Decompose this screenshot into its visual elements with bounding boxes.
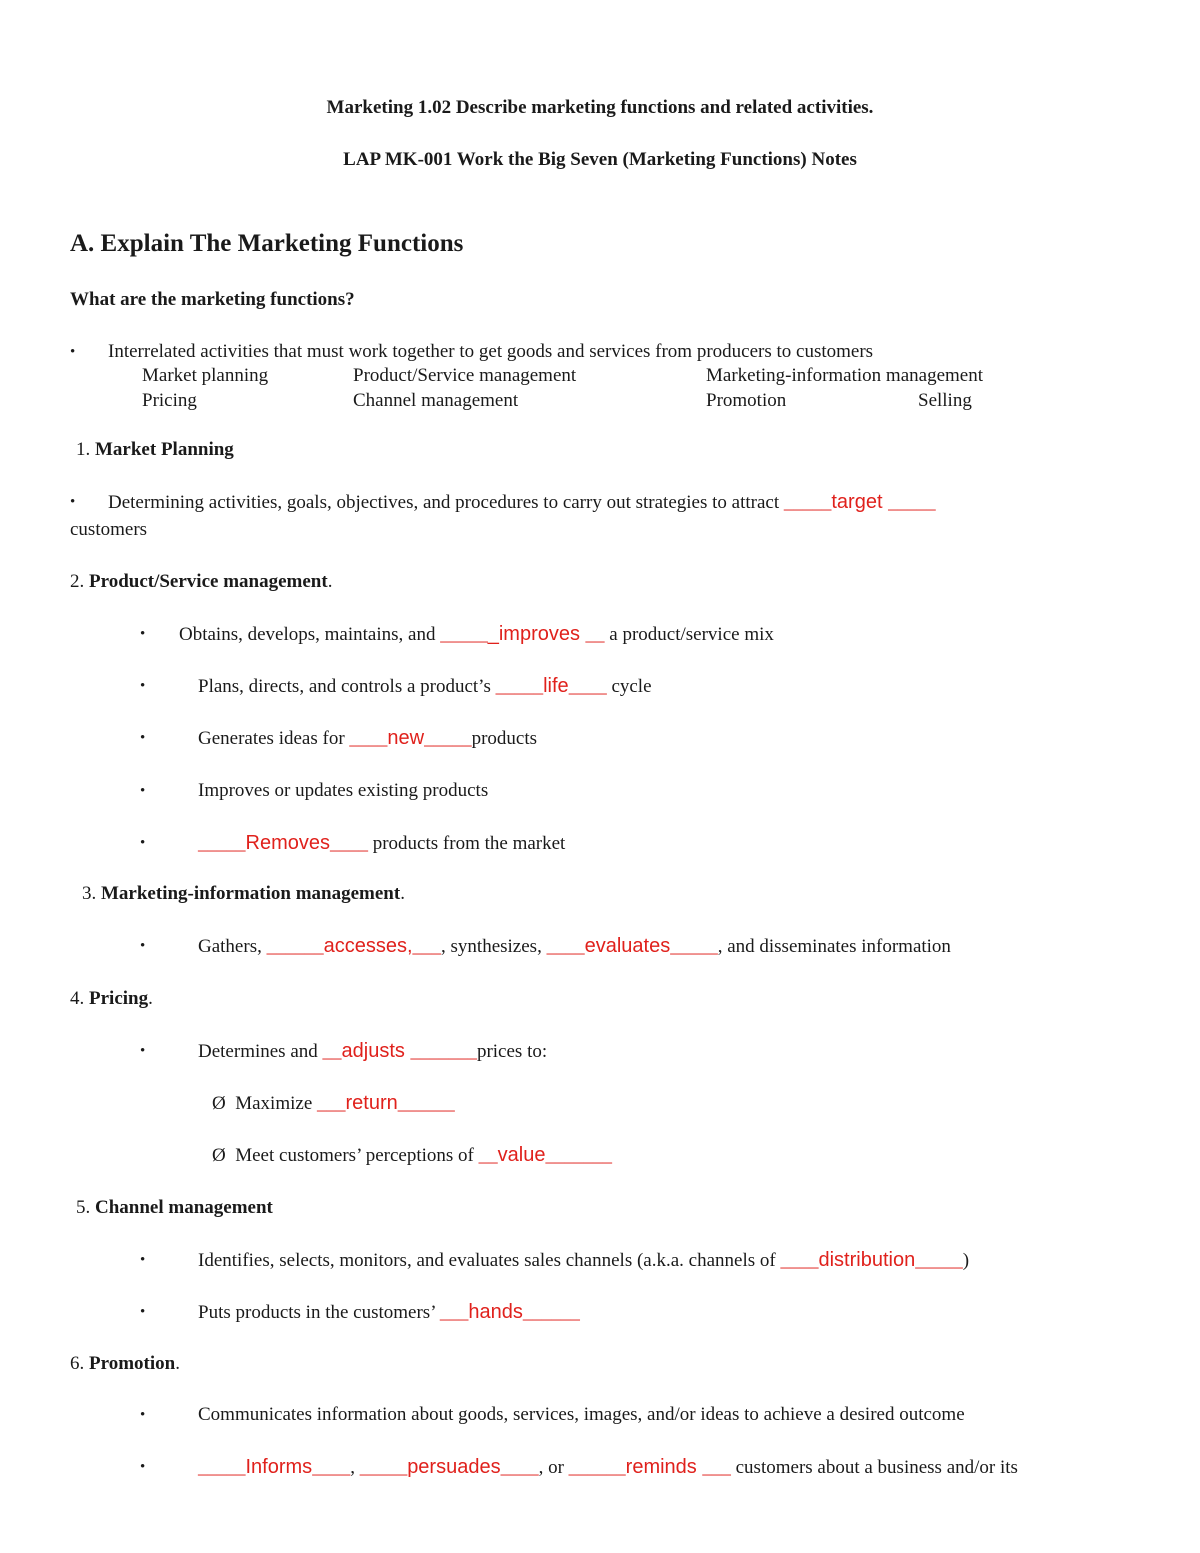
section-4-sub-2: Ø Meet customers’ perceptions of __value_______ (212, 1144, 612, 1166)
section-a-question: What are the marketing functions? (70, 289, 355, 310)
section-4-sub-1: Ø Maximize ___return______ (212, 1092, 455, 1114)
section-1-heading: 1. Market Planning (76, 439, 234, 460)
function-channel: Channel management (353, 390, 519, 411)
answer-evaluates: evaluates (584, 935, 671, 957)
function-marketing-information: Marketing-information management (706, 365, 983, 386)
bullet-icon: • (140, 1407, 146, 1423)
answer-informs: Informs (245, 1456, 313, 1478)
section-2-bullet-5: _____Removes____ products from the market (198, 832, 566, 854)
section-2-heading: 2. Product/Service management. (70, 571, 333, 592)
section-a-bullet-text: Interrelated activities that must work together to get goods and services from producers to customers (108, 341, 874, 362)
section-1-bullet-1: Determining activities, goals, objectives, and procedures to carry out strategies to attract _____target _____ (108, 491, 936, 513)
bullet-icon: • (140, 1252, 146, 1268)
section-1-bullet-1-cont: customers (70, 519, 148, 540)
bullet-icon: • (70, 344, 76, 360)
answer-life: life (543, 675, 569, 697)
answer-return: return (345, 1092, 398, 1114)
section-2-bullet-4: Improves or updates existing products (198, 780, 489, 801)
answer-distribution: distribution (818, 1249, 916, 1271)
section-3-bullet-1: Gathers, ______accesses,___, synthesizes, ____evaluates_____, and disseminates information (198, 935, 951, 957)
section-5-bullet-1: Identifies, selects, monitors, and evaluates sales channels (a.k.a. channels of ____distribution_____) (198, 1249, 970, 1271)
bullet-icon: • (140, 626, 146, 642)
section-6-bullet-1: Communicates information about goods, services, images, and/or ideas to achieve a desired outcome (198, 1404, 965, 1425)
function-pricing: Pricing (142, 390, 197, 411)
answer-target: target (831, 491, 889, 513)
answer-accesses: accesses, (323, 935, 413, 957)
bullet-icon: • (140, 783, 146, 799)
answer-hands: hands (468, 1301, 523, 1323)
bullet-icon: • (140, 730, 146, 746)
section-2-bullet-3: Generates ideas for ____new_____products (198, 727, 538, 749)
function-market-planning: Market planning (142, 365, 269, 386)
header-line-2: LAP MK-001 Work the Big Seven (Marketing Functions) Notes (343, 149, 857, 170)
bullet-icon: • (140, 1043, 146, 1059)
answer-new: new (387, 727, 425, 749)
section-5-bullet-2: Puts products in the customers’ ___hands______ (198, 1301, 580, 1323)
section-5-heading: 5. Channel management (76, 1197, 273, 1218)
answer-adjusts: adjusts (341, 1040, 411, 1062)
bullet-icon: • (140, 938, 146, 954)
arrow-bullet-icon: Ø (212, 1145, 226, 1166)
section-2-bullet-2: Plans, directs, and controls a product’s _____life____ cycle (198, 675, 652, 697)
function-promotion: Promotion (706, 390, 787, 411)
section-4-heading: 4. Pricing. (70, 988, 153, 1009)
section-6-heading: 6. Promotion. (70, 1353, 180, 1374)
bullet-icon: • (70, 494, 76, 510)
answer-value: value (497, 1144, 546, 1166)
header-line-1: Marketing 1.02 Describe marketing functions and related activities. (326, 97, 874, 118)
answer-improves: _improves (487, 623, 586, 645)
section-6-bullet-2: _____Informs____, _____persuades____, or ______reminds ___ customers about a business and/or its (198, 1456, 1018, 1478)
bullet-icon: • (140, 835, 146, 851)
answer-persuades: persuades (407, 1456, 501, 1478)
arrow-bullet-icon: Ø (212, 1093, 226, 1114)
answer-removes: Removes (245, 832, 330, 854)
bullet-icon: • (140, 1304, 146, 1320)
section-3-heading: 3. Marketing-information management. (82, 883, 405, 904)
section-4-bullet-1: Determines and __adjusts _______prices to: (198, 1040, 548, 1062)
function-selling: Selling (918, 390, 972, 411)
answer-reminds: reminds (625, 1456, 703, 1478)
section-a-title: A. Explain The Marketing Functions (70, 230, 464, 257)
function-product-service: Product/Service management (353, 365, 577, 386)
bullet-icon: • (140, 1459, 146, 1475)
section-2-bullet-1: Obtains, develops, maintains, and ______improves __ a product/service mix (179, 623, 774, 645)
bullet-icon: • (140, 678, 146, 694)
